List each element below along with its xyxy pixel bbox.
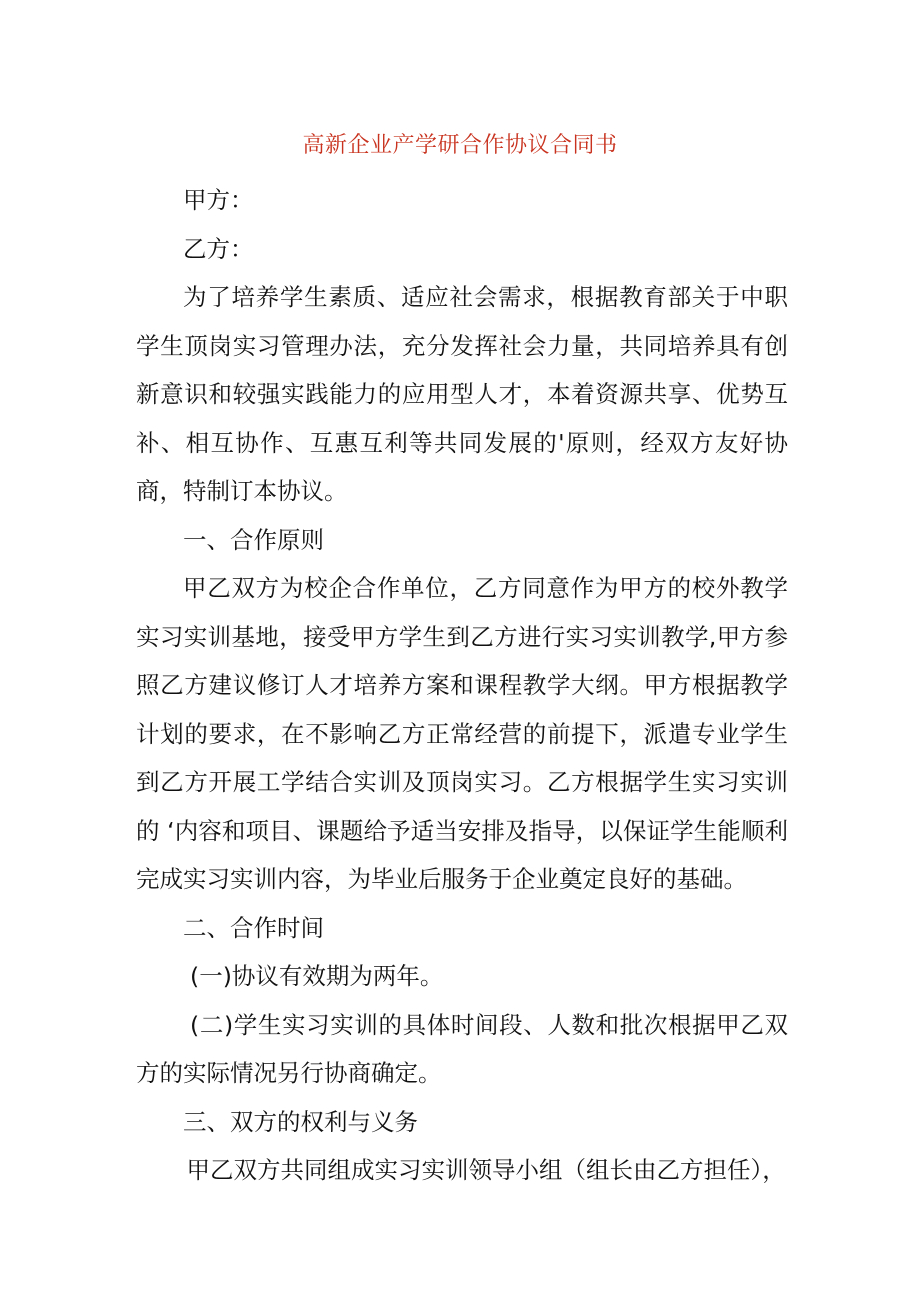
party-a-line: 甲方： <box>183 186 254 214</box>
party-b-line: 乙方： <box>183 234 254 263</box>
document-body <box>136 176 788 1195</box>
section-2-item-2: (二)学生实习实训的具体时间段、人数和批次根据甲乙双方的实际情况另行协商确定。 <box>136 1010 788 1087</box>
section-1-paragraph: 甲乙双方为校企合作单位，乙方同意作为甲方的校外教学实习实训基地，接受甲方学生到乙方进行实习实训教学,甲方参照乙方建议修订人才培养方案和课程教学大纲。甲方根据教学计划的要求，在不影响乙方正常经营的前提下，派遣专业学生到乙方开展工学结合实训及顶岗实习。乙方根据学生实习实训的 ‘内容和项目、课题给予适当安排及指导，以保证学生能顺利完成实习实训内容，为毕业后服务于企业奠定良好的基础。 <box>136 574 788 893</box>
section-3-heading: 三、双方的权利与义务 <box>183 1107 418 1136</box>
section-1-heading: 一、合作原则 <box>183 525 324 554</box>
preamble-paragraph: 为了培养学生素质、适应社会需求，根据教育部关于中职学生顶岗实习管理办法，充分发挥社会力量，共同培养具有创新意识和较强实践能力的应用型人才，本着资源共享、优势互补、相互协作、互惠互利等共同发展的'原则，经双方友好协商，特制订本协议。 <box>136 283 788 505</box>
document-title: 高新企业产学研合作协议合同书 <box>302 133 618 158</box>
section-2-item-1: (一)协议有效期为两年。 <box>190 962 444 990</box>
section-3-paragraph: 甲乙双方共同组成实习实训领导小组（组长由乙方担任）， <box>186 1156 786 1184</box>
section-2-heading: 二、合作时间 <box>183 913 324 942</box>
